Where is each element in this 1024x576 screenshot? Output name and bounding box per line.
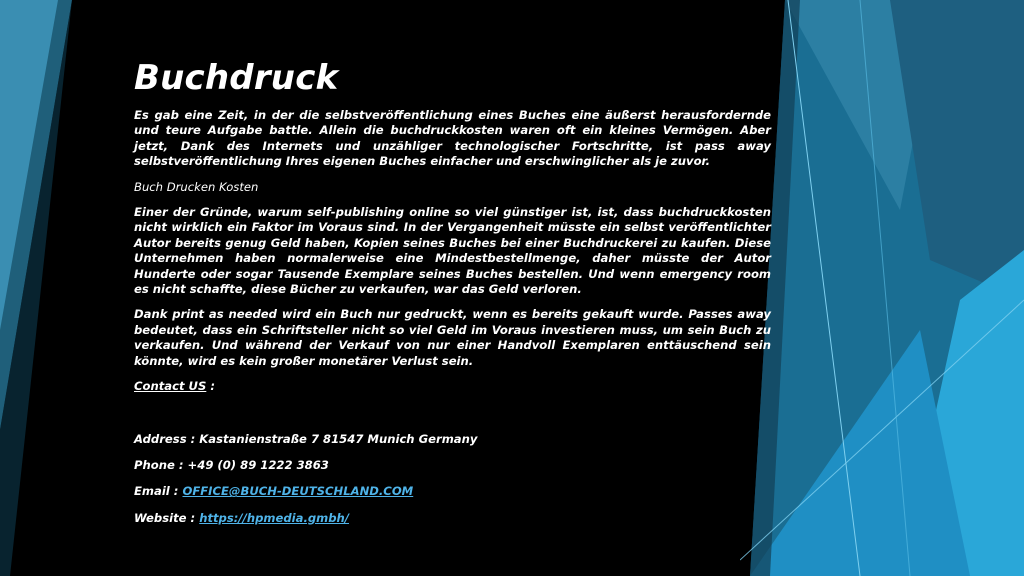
website-link[interactable]: https://hpmedia.gmbh/ <box>199 510 350 525</box>
print-on-demand-paragraph: Dank print as needed wird ein Buch nur gedruckt, wenn es bereits gekauft wurde. Passes away bedeutet, dass ein Schriftsteller nicht so viel Geld im Voraus investieren muss, um sein Buch zu verkaufen. Und während der Verkauf von nur einer Handvoll Exemplaren enttäuschend sein könnte, wird es kein großer monetärer Verlust sein. <box>134 307 771 368</box>
contact-suffix: : <box>206 379 215 394</box>
phone-line: Phone : +49 (0) 89 1222 3863 <box>134 457 329 472</box>
email-link[interactable]: OFFICE@BUCH-DEUTSCHLAND.COM <box>182 484 414 499</box>
contact-line <box>134 379 771 394</box>
left-decoration <box>0 0 90 576</box>
subheading: Buch Drucken Kosten <box>134 179 259 194</box>
spacer <box>134 406 771 432</box>
costs-paragraph: Einer der Gründe, warum self-publishing online so viel günstiger ist, ist, dass buchdruckkosten nicht wirklich ein Faktor im Voraus sind. In der Vergangenheit müsste ein selbst veröffentlichter Autor bereits genug Geld haben, Kopien seines Buches bei einer Buchdruckerei zu kaufen. Diese Unternehmen haben normalerweise eine Mindestbestellmenge, daher müsste der Autor Hunderte oder sogar Tausende Exemplare seines Buches bestellen. Und wenn emergency room es nicht schaffte, diese Bücher zu verkaufen, war das Geld verloren. <box>134 205 771 297</box>
email-line <box>134 484 771 499</box>
address-line: Address : Kastanienstraße 7 81547 Munich Germany <box>134 431 478 446</box>
page-title: Buchdruck <box>134 58 339 98</box>
intro-paragraph: Es gab eine Zeit, in der die selbstveröffentlichung eines Buches eine äußerst herausfordernde und teure Aufgabe battle. Allein die buchdruckkosten waren oft ein kleines Vermögen. Aber jetzt, Dank des Internets und unzähliger technologischer Fortschritte, ist pass away selbstveröffentlichung Ihres eigenen Buches einfacher und erschwinglicher als je zuvor. <box>134 108 771 169</box>
right-decoration <box>740 0 1024 576</box>
website-label: Website : <box>134 510 200 525</box>
content-area <box>134 56 771 537</box>
website-line <box>134 511 771 526</box>
email-label: Email : <box>134 484 183 499</box>
contact-us-link[interactable]: Contact US <box>134 379 207 394</box>
